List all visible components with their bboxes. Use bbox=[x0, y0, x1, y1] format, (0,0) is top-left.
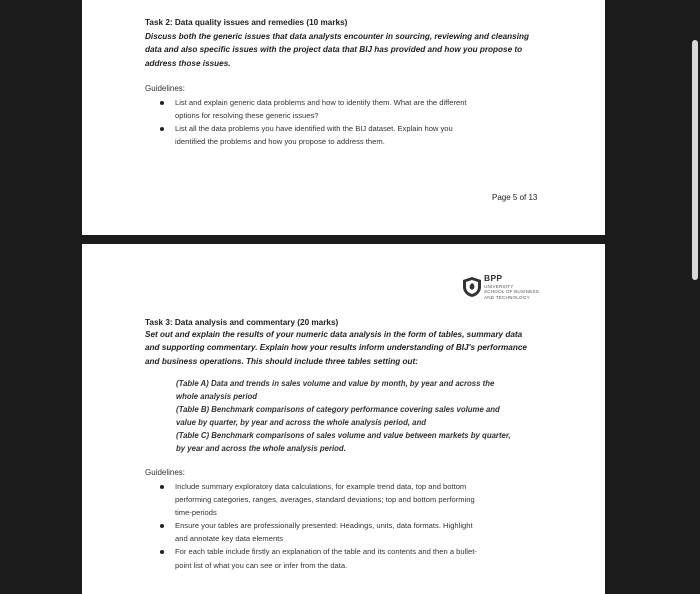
task-2-title: Task 2: Data quality issues and remedies (10 marks) bbox=[145, 18, 348, 27]
table-c-line: by year and across the whole analysis period. bbox=[176, 444, 346, 453]
table-c-line: (Table C) Benchmark comparisons of sales volume and value between markets by quarter, bbox=[176, 431, 511, 440]
table-a-line: whole analysis period bbox=[176, 392, 258, 401]
intro-line: address those issues. bbox=[145, 58, 231, 68]
bullet-icon bbox=[160, 101, 164, 105]
shield-icon bbox=[462, 276, 482, 298]
bullet-icon bbox=[160, 127, 164, 131]
guidelines-label: Guidelines: bbox=[145, 84, 186, 93]
list-item: List all the data problems you have identified with the BIJ dataset. Explain how you identified the problems and how you propose to address them. bbox=[145, 122, 565, 148]
bullet-icon bbox=[160, 550, 164, 554]
list-item: For each table include firstly an explanation of the table and its contents and then a bullet- point list of what you can see or infer from the data. bbox=[145, 545, 585, 571]
table-b-line: (Table B) Benchmark comparisons of category performance covering sales volume and bbox=[176, 405, 500, 414]
bullet-icon bbox=[160, 485, 164, 489]
intro-line: and business operations. This should include three tables setting out: bbox=[145, 356, 418, 366]
guidelines-list bbox=[145, 480, 585, 572]
document-page-5 bbox=[82, 0, 605, 235]
guidelines-label: Guidelines: bbox=[145, 468, 186, 477]
table-a-line: (Table A) Data and trends in sales volume and value by month, by year and across the bbox=[176, 379, 495, 388]
list-item: List and explain generic data problems and how to identify them. What are the different options for resolving these generic issues? bbox=[145, 96, 565, 122]
intro-line: Set out and explain the results of your numeric data analysis in the form of tables, summary data bbox=[145, 330, 523, 339]
bpp-logo bbox=[462, 272, 552, 304]
intro-line: and supporting commentary. Explain how your results inform understanding of BIJ's performance bbox=[145, 343, 527, 353]
task-3-title: Task 3: Data analysis and commentary (20 marks) bbox=[145, 318, 339, 327]
guidelines-list bbox=[145, 96, 565, 148]
page-number: Page 5 of 13 bbox=[492, 193, 538, 202]
tables-list bbox=[176, 377, 511, 455]
list-item: Include summary exploratory data calculations, for example trend data, top and bottom performing categories, ranges, averages, standard deviations; top and bottom performing time-periods bbox=[145, 480, 585, 519]
table-b-line: value by quarter, by year and across the whole analysis period, and bbox=[176, 418, 427, 427]
document-page-6 bbox=[82, 244, 605, 594]
task-3-intro bbox=[145, 328, 527, 368]
list-item: Ensure your tables are professionally presented: Headings, units, data formats. Highlight and annotate key data elements bbox=[145, 519, 585, 545]
logo-name: BPP bbox=[484, 273, 503, 283]
vertical-scrollbar[interactable] bbox=[692, 40, 698, 280]
intro-line: Discuss both the generic issues that data analysts encounter in sourcing, reviewing and cleansing bbox=[145, 32, 530, 41]
logo-subtitle: UNIVERSITY SCHOOL OF BUSINESS AND TECHNOLOGY bbox=[484, 284, 539, 300]
task-2-intro bbox=[145, 30, 529, 70]
bullet-icon bbox=[160, 524, 164, 528]
intro-line: data and also specific issues with the project data that BIJ has provided and how you propose to bbox=[145, 45, 523, 55]
